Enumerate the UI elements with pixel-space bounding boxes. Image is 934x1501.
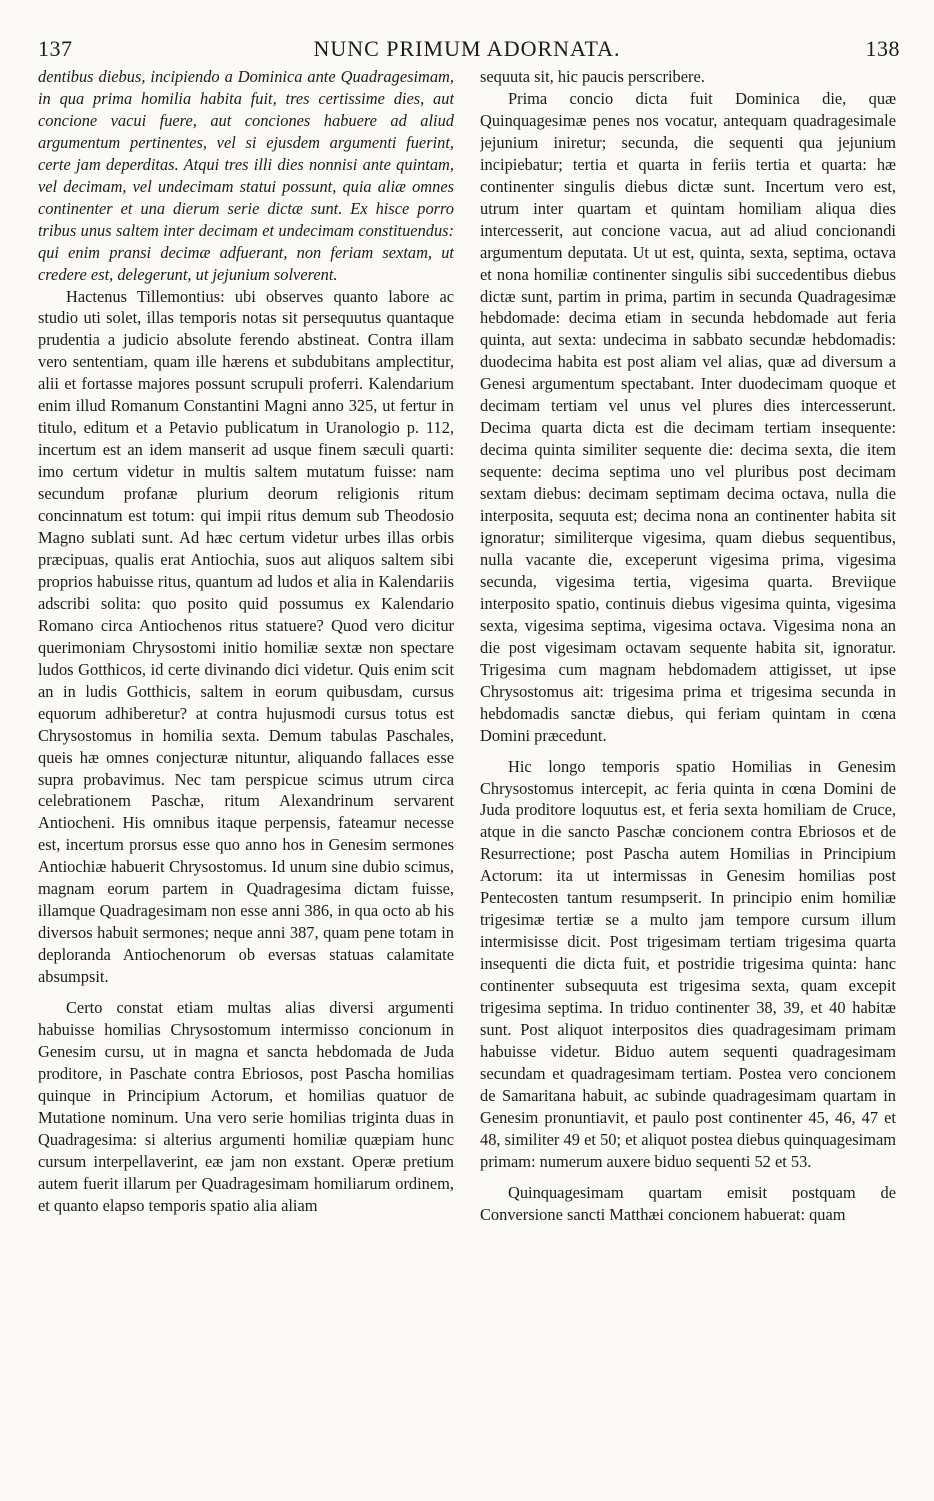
paragraph-tillemontius: Hactenus Tillemontius: ubi observes quanto labore ac studio uti solet, illas temporis notas sit persequutus quantaque prudentia a judicio absolute ferendo abstineat. Contra illam vero sententiam, quam ille hærens et subdubitans amplectitur, alii et fortasse majores possunt scrupuli proferri. Kalendarium enim illud Romanum Constantini Magni anno 325, ut fertur in titulo, editum et a Petavio publicatum in Uranologio p. 112, incertum est an idem manserit ad usque finem sæculi quarti: imo certum videtur in multis saltem mutatum fuisse: nam secundum profanæ plurium deorum religionis ritum concinnatum est totum: qui impii ritus demum sub Theodosio Magno sublati sunt. Ad hæc certum videtur urbes illas orbis præcipuas, qualis erat Antiochia, suos aut aliquos saltem sibi proprios habuisse ritus, quantum ad ludos et alia in Kalendariis adscribi solita: quo posito quid possumus ex Kalendario Romano circa Antiochenos ritus statuere? Quod vero dicitur querimoniam Chrysostomi initio homiliæ sextæ non spectare ludos Gotthicos, id certe divinando dici videtur. Quis enim scit an in ludis Gotthicis, saltem in eorum quibusdam, cursus equorum adhiberetur? at contra hujusmodi cursus totus est Chrysostomus in homilia sexta. Demum tabulas Paschales, queis hæ omnes conjecturæ nituntur, aliquando fallaces esse supra probavimus. Nec tam perspicue scimus utrum circa celebrationem Paschæ, ritum Alexandrinum servarent Antiocheni. His omnibus itaque perpensis, fateamur necesse est, incertum prorsus esse quo anno hos in Genesim sermones Antiochiæ habuerit Chrysostomus. Id unum sine dubio scimus, magnam eorum partem in Quadragesima dictam fuisse, illamque Quadragesimam non esse anni 386, in qua octo ab his diversos habuit sermones; neque anni 387, quam pene totam in deploranda Antiochenorum ob eversas statuas calamitate absumpsit. bbox=[38, 286, 454, 987]
right-column bbox=[480, 66, 896, 1494]
paragraph-hic-longo: Hic longo temporis spatio Homilias in Genesim Chrysostomus intercepit, ac feria quinta in cœna Domini de Juda proditore loquutus est, et feria sexta homiliam de Cruce, atque in die sancto Paschæ concionem contra Ebriosos et de Resurrectione; post Pascha autem Homilias in Principium Actorum: ita ut intermissas in Genesim homilias post Pentecosten tantum resumpserit. In principio enim homiliæ trigesimæ tertiæ se a multo jam tempore cursum illum intermisisse dicit. Post trigesimam tertiam trigesima quarta insequenti die dicta fuit, et postridie trigesima quinta: hanc continenter subsequuta est trigesima sexta, quam excepit trigesima septima. In triduo continenter 38, 39, et 40 habitæ sunt. Post aliquot interpositos dies quadragesimam primam habuisse videtur. Biduo autem sequenti quadragesimam secundam et quadragesimam tertiam. Postea vero concionem de Samaritana habuit, ac subinde quadragesimam quartam in Genesim pronuntiavit, et paulo post continenter 45, 46, 47 et 48, similiter 49 et 50; et aliquot postea diebus quinquagesimam primam: numerum auxere biduo sequenti 52 et 53. bbox=[480, 756, 896, 1171]
paragraph-quinquagesimam: Quinquagesimam quartam emisit postquam de Conversione sancti Matthæi concionem habuerat: quam bbox=[480, 1182, 896, 1224]
page-header bbox=[28, 34, 906, 62]
running-title: NUNC PRIMUM ADORNATA. bbox=[313, 36, 621, 61]
paragraph-certo-constat: Certo constat etiam multas alias diversi argumenti habuisse homilias Chrysostomum intermisso concionum in Genesim cursu, ut in magna et sancta hebdomada de Juda proditore, in Paschate contra Ebriosos, post Pascha homilias quinque in Principium Actorum, et homilias quatuor de Mutatione nominum. Una vero serie homilias triginta duas in Quadragesima: si alterius argumenti homiliæ quæpiam hunc cursum interpellaverint, eæ jam non exstant. Operæ pretium autem fuerit illarum per Quadragesimam homiliarum ordinem, et quanto elapso temporis spatio alia aliam bbox=[38, 998, 454, 1215]
paragraph-continuation: sequuta sit, hic paucis perscribere. bbox=[480, 67, 705, 86]
page-number-left: 137 bbox=[38, 36, 73, 61]
left-column bbox=[38, 66, 454, 1494]
paragraph-prima-concio: Prima concio dicta fuit Dominica die, quæ Quinquagesimæ penes nos vocatur, antequam quadragesimale jejunium iniretur; secunda, die sequenti qua jejunium incipiebatur; tertia et quarta in feriis tertia et quarta: hæ continenter singulis diebus dictæ sunt. Incertum vero est, utrum inter quartam et quintam homiliam aliqua dies intercesserit, aut concione vacua, aut ad aliud concionandi argumentum deputata. Ut ut est, quinta, sexta, septima, octava et nona homiliæ continenter singulis sibi succedentibus diebus dictæ sunt, partim in prima, partim in secunda Quadragesimæ hebdomade: decima etiam in secunda hebdomade aut feria quinta, aut sexta: undecima in sabbato secundæ hebdomadis: duodecima habita est post aliam vel alias, quæ ad diversum a Genesi argumentum spectabant. Inter duodecimam quoque et decimam tertiam vel unus vel plures dies intercesserunt. Decima quarta dicta est die decimam tertiam insequente: decima quinta similiter sequente die: decima sexta, die item sequente: decima septima uno vel pluribus post decimam sextam diebus: decimam septimam decima octava, nulla die interposita, sequuta est; decima nona an continenter habita sit ignoratur; similiterque vigesima, quam diebus sequentibus, nulla vacante die, exceperunt vigesima prima, vigesima secunda, vigesima tertia, vigesima quarta. Breviique interposito spatio, continuis diebus vigesima quinta, vigesima sexta, vigesima septima, vigesima octava. Vigesima nona an die post vigesimam octavam sequente habita sit, ignoratur. Trigesima cum magnam hebdomadem attigisset, ut ipse Chrysostomus ait: trigesima prima et trigesima secunda in hebdomadis sanctæ diebus, qui feriam quintam in cœna Domini præcedunt. bbox=[480, 88, 896, 745]
page-number-right: 138 bbox=[865, 36, 900, 61]
italic-quotation-paragraph: dentibus diebus, incipiendo a Dominica ante Quadragesimam, in qua prima homilia habita fuit, tres certissime dies, aut concione vacui fuere, aut conciones habuere ad aliud argumentum pertinentes, vel si ejusdem argumenti fuerint, certe jam deperditas. Atqui tres illi dies nonnisi ante quintam, vel decimam, vel undecimam statui possunt, quia aliæ omnes continenter et una dierum serie dictæ sunt. Ex hisce porro tribus unus saltem inter decimam et undecimam constituendus: qui enim pransi decimæ adfuerant, non feriam sextam, ut credere est, delegerunt, ut jejunium solverent. bbox=[38, 67, 454, 284]
